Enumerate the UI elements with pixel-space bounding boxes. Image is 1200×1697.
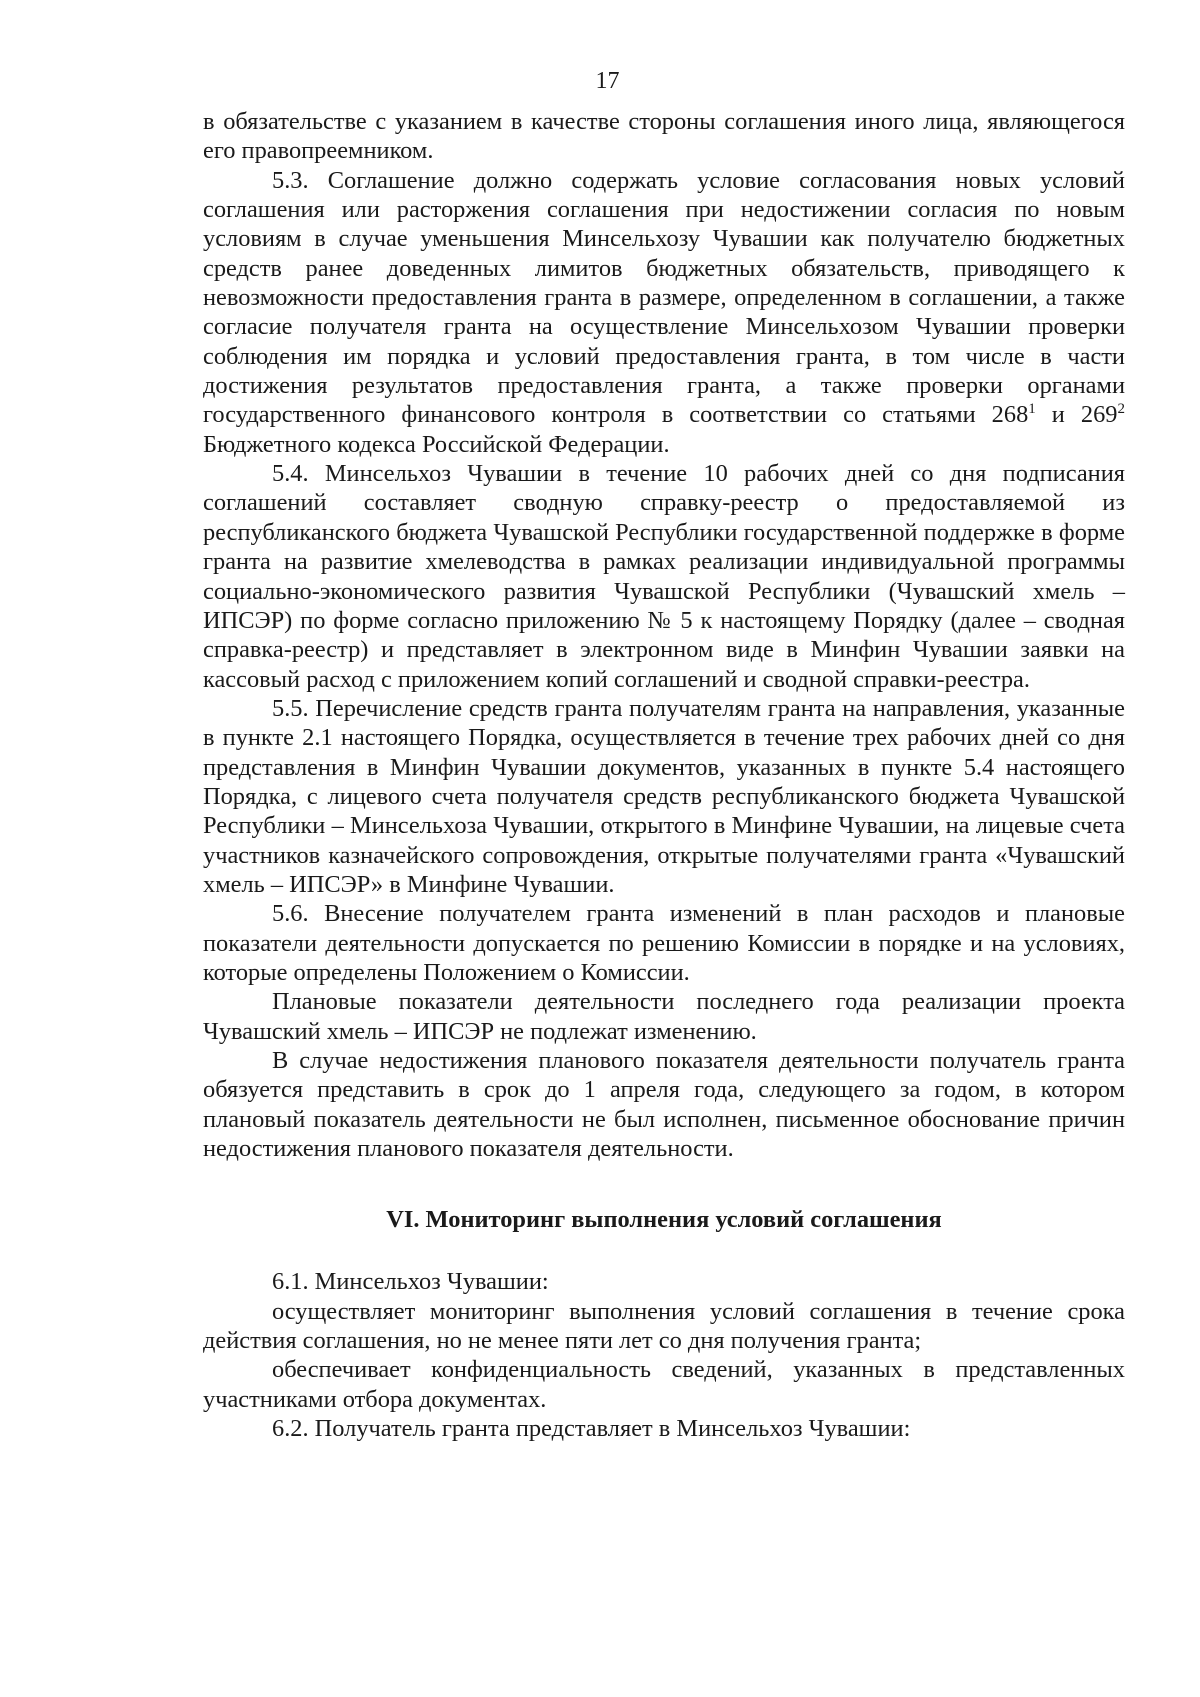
paragraph-continuation: в обязательстве с указанием в качестве стороны соглашения иного лица, являющегося его правопреемником. [203,108,1125,165]
paragraph-monitoring: осуществляет мониторинг выполнения условий соглашения в течение срока действия соглашения, но не менее пяти лет со дня получения гранта; [203,1297,1125,1355]
paragraph-confidentiality: обеспечивает конфиденциальность сведений, указанных в представленных участниками отбора документах. [203,1356,1125,1413]
section-6-heading: VI. Мониторинг выполнения условий соглашения [386,1206,942,1234]
paragraph-6-1: 6.1. Минсельхоз Чувашии: [272,1268,549,1296]
paragraph-6-2: 6.2. Получатель гранта представляет в Минсельхоз Чувашии: [272,1415,911,1443]
paragraph-non-achievement: В случае недостижения планового показателя деятельности получатель гранта обязуется представить в срок до 1 апреля года, следующего за годом, в котором плановый показатель деятельности не был исполнен, письменное обоснование причин недостижения планового показателя деятельности. [203,1047,1125,1163]
paragraph-5-4: 5.4. Минсельхоз Чувашии в течение 10 рабочих дней со дня подписания соглашений составляет сводную справку-реестр о предоставляемой из республиканского бюджета Чувашской Республики государственной поддержке в форме гранта на развитие хмелеводства в рамках реализации индивидуальной программы социально-экономического развития Чувашской Республики (Чувашский хмель – ИПСЭР) по форме согласно приложению № 5 к настоящему Порядку (далее – сводная справка-реестр) и представляет в электронном виде в Минфин Чувашии заявки на кассовый расход с приложением копий соглашений и сводной справки-реестра. [203,460,1125,693]
paragraph-5-6: 5.6. Внесение получателем гранта изменений в план расходов и плановые показатели деятельности допускается по решению Комиссии в порядке и на условиях, которые определены Положением о Комиссии. [203,900,1125,986]
paragraph-planned-indicators: Плановые показатели деятельности последнего года реализации проекта Чувашский хмель – ИПСЭР не подлежат изменению. [203,988,1125,1045]
paragraph-5-3-text-3: Бюджетного кодекса Российской Федерации. [203,430,670,458]
paragraph-5-3-text-2: и 269 [1035,401,1118,429]
paragraph-5-3 [203,166,1125,459]
paragraph-5-5: 5.5. Перечисление средств гранта получателям гранта на направления, указанные в пункте 2.1 настоящего Порядка, осуществляется в течение трех рабочих дней со дня представления в Минфин Чувашии документов, указанных в пункте 5.4 настоящего Порядка, с лицевого счета получателя средств республиканского бюджета Чувашской Республики – Минсельхоза Чувашии, открытого в Минфине Чувашии, на лицевые счета участников казначейского сопровождения, открытые получателями гранта «Чувашский хмель – ИПСЭР» в Минфине Чувашии. [203,694,1125,898]
page-number: 17 [595,68,620,94]
superscript-2: 2 [1117,401,1125,418]
superscript-1: 1 [1028,401,1036,418]
paragraph-5-3-text: 5.3. Соглашение должно содержать условие согласования новых условий соглашения или расторжения соглашения при недостижении согласия по новым условиям в случае уменьшения Минсельхозу Чувашии как получателю бюджетных средств ранее доведенных лимитов бюджетных обязательств, приводящего к невозможности предоставления гранта в размере, определенном в соглашении, а также согласие получателя гранта на осуществление Минсельхозом Чувашии проверки соблюдения им порядка и условий предоставления гранта, в том числе в части достижения результатов предоставления гранта, а также проверки органами государственного финансового контроля в соответствии со статьями 268 [203,166,1125,429]
document-body [203,107,1125,1443]
